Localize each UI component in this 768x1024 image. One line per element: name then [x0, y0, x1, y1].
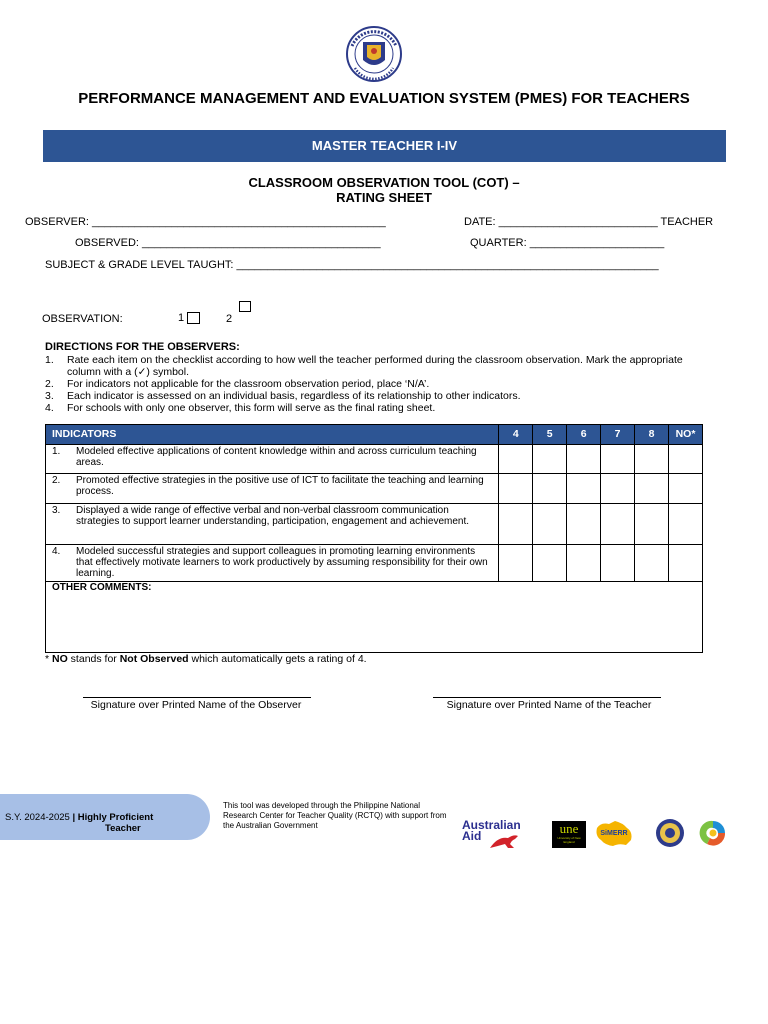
- footnote-no: NO: [52, 653, 68, 665]
- table-header-row: [46, 425, 703, 445]
- une-logo-text: une: [559, 821, 579, 836]
- direction-number: 1.: [45, 354, 54, 366]
- rating-cell-5[interactable]: [533, 445, 567, 474]
- indicator-number: 4.: [52, 546, 61, 557]
- indicator-number: 1.: [52, 446, 61, 457]
- indicator-cell: [46, 445, 499, 474]
- simerr-logo: [593, 818, 635, 850]
- rating-cell-no[interactable]: [668, 445, 702, 474]
- indicator-cell: [46, 545, 499, 582]
- direction-text: For indicators not applicable for the classroom observation period, place ‘N/A’.: [67, 378, 430, 390]
- rating-cell-5[interactable]: [533, 545, 567, 582]
- table-row: [46, 474, 703, 504]
- australian-aid-line-2: Aid: [462, 829, 482, 843]
- direction-item: [45, 390, 685, 402]
- rating-cell-4[interactable]: [499, 504, 533, 545]
- observation-label: OBSERVATION:: [42, 313, 123, 325]
- subject-grade-field[interactable]: SUBJECT & GRADE LEVEL TAUGHT: _____________________________________________________________________: [45, 259, 659, 271]
- indicator-text: Modeled successful strategies and support colleagues in promoting learning environments that effectively motivate learners to work productively by assuming responsibility for their own learning.: [76, 546, 488, 579]
- school-year: S.Y. 2024-2025: [5, 812, 70, 823]
- footnote-end: which automatically gets a rating of 4.: [188, 653, 367, 665]
- rating-cell-6[interactable]: [567, 474, 601, 504]
- footnote-star: *: [45, 653, 53, 665]
- teacher-signature-label: Signature over Printed Name of the Teacher: [446, 699, 652, 711]
- direction-item: [45, 402, 685, 414]
- observation-option-2-label: 2: [226, 313, 233, 325]
- indicator-cell: [46, 504, 499, 545]
- direction-item: [45, 354, 685, 378]
- rating-cell-6[interactable]: [567, 545, 601, 582]
- direction-number: 2.: [45, 378, 54, 390]
- observation-option-1: [178, 312, 200, 325]
- australian-aid-logo: [462, 820, 542, 850]
- indicator-text: Promoted effective strategies in the positive use of ICT to facilitate the teaching and learning process.: [76, 475, 484, 497]
- career-level-line-2: Teacher: [105, 823, 141, 834]
- school-year-text: [5, 812, 210, 834]
- rating-cell-8[interactable]: [635, 474, 669, 504]
- quarter-field[interactable]: QUARTER: ______________________: [470, 237, 665, 249]
- footnote-mid: stands for: [67, 653, 120, 665]
- rating-cell-no[interactable]: [668, 474, 702, 504]
- indicator-text: Displayed a wide range of effective verbal and non-verbal classroom communication strategies to support learner understanding, participation, engagement and achievement.: [76, 505, 470, 527]
- directions-list: [45, 354, 685, 414]
- direction-text: For schools with only one observer, this form will serve as the final rating sheet.: [67, 402, 436, 414]
- footnote-not-observed: Not Observed: [119, 653, 189, 665]
- simerr-logo-text: SiMERR: [600, 830, 628, 837]
- observer-signature-line[interactable]: [83, 697, 311, 698]
- rating-cell-6[interactable]: [567, 504, 601, 545]
- table-row: [46, 445, 703, 474]
- rating-cell-8[interactable]: [635, 504, 669, 545]
- rating-cell-4[interactable]: [499, 474, 533, 504]
- observation-2-checkbox[interactable]: [239, 301, 251, 312]
- kangaroo-icon: [488, 832, 522, 850]
- rating-cell-4[interactable]: [499, 445, 533, 474]
- rating-7-header: 7: [601, 425, 635, 445]
- une-logo-subtext: University of New England: [557, 836, 581, 844]
- australian-aid-line-1: Australian: [462, 818, 521, 832]
- rating-5-header: 5: [533, 425, 567, 445]
- observer-field[interactable]: OBSERVER: ________________________________________________: [25, 216, 386, 228]
- subtitle-line-2: RATING SHEET: [336, 190, 432, 205]
- table-row: [46, 545, 703, 582]
- rating-4-header: 4: [499, 425, 533, 445]
- rating-cell-no[interactable]: [668, 545, 702, 582]
- rctq-credit-note: This tool was developed through the Philippine National Research Center for Teacher Quality (RCTQ) with support from the Australian Government: [223, 801, 447, 830]
- direction-number: 3.: [45, 390, 54, 402]
- une-logo: [552, 821, 586, 848]
- rating-cell-7[interactable]: [601, 504, 635, 545]
- observation-1-checkbox[interactable]: [187, 312, 200, 324]
- rating-cell-5[interactable]: [533, 474, 567, 504]
- indicator-text: Modeled effective applications of content knowledge within and across curriculum teaching areas.: [76, 446, 477, 468]
- direction-number: 4.: [45, 402, 54, 414]
- observation-option-1-label: 1: [178, 312, 185, 324]
- teacher-signature-line[interactable]: [433, 697, 661, 698]
- rating-cell-8[interactable]: [635, 545, 669, 582]
- date-field[interactable]: DATE: __________________________ TEACHER: [464, 216, 714, 228]
- indicator-number: 3.: [52, 505, 61, 516]
- other-comments-label: OTHER COMMENTS:: [52, 582, 152, 593]
- rating-8-header: 8: [635, 425, 669, 445]
- rating-cell-7[interactable]: [601, 545, 635, 582]
- observer-signature-label: Signature over Printed Name of the Observer: [90, 699, 302, 711]
- school-year-banner: [0, 794, 210, 840]
- career-level-line-1: Highly Proficient: [77, 812, 154, 823]
- observed-field[interactable]: OBSERVED: _______________________________________: [75, 237, 381, 249]
- rctq-seal-icon: [652, 818, 688, 848]
- directions-heading: DIRECTIONS FOR THE OBSERVERS:: [45, 341, 240, 353]
- table-row: [46, 504, 703, 545]
- other-comments-box[interactable]: [46, 582, 703, 653]
- rating-cell-6[interactable]: [567, 445, 601, 474]
- rating-cell-5[interactable]: [533, 504, 567, 545]
- rating-cell-4[interactable]: [499, 545, 533, 582]
- rating-cell-8[interactable]: [635, 445, 669, 474]
- form-subtitle: [150, 175, 618, 205]
- form-title: PERFORMANCE MANAGEMENT AND EVALUATION SYSTEM (PMES) FOR TEACHERS: [78, 90, 690, 107]
- rating-cell-7[interactable]: [601, 445, 635, 474]
- not-observed-footnote: [45, 653, 367, 665]
- deped-seal-icon: [338, 26, 410, 82]
- comments-row: [46, 582, 703, 653]
- direction-text: Each indicator is assessed on an individual basis, regardless of its relationship to other indicators.: [67, 390, 521, 402]
- subtitle-line-1: CLASSROOM OBSERVATION TOOL (COT) –: [248, 175, 520, 190]
- position-band: MASTER TEACHER I-IV: [43, 130, 726, 162]
- direction-item: [45, 378, 685, 390]
- partner-swirl-icon: [694, 817, 732, 849]
- not-observed-header: NO*: [668, 425, 702, 445]
- rating-6-header: 6: [567, 425, 601, 445]
- indicators-table: [45, 424, 703, 653]
- indicator-number: 2.: [52, 475, 61, 486]
- indicator-cell: [46, 474, 499, 504]
- direction-text: Rate each item on the checklist according to how well the teacher performed during the classroom observation. Mark the appropriate column with a (✓) symbol.: [67, 354, 683, 378]
- school-year-separator: |: [69, 812, 78, 823]
- rating-cell-7[interactable]: [601, 474, 635, 504]
- indicators-header: INDICATORS: [46, 425, 499, 445]
- rating-cell-no[interactable]: [668, 504, 702, 545]
